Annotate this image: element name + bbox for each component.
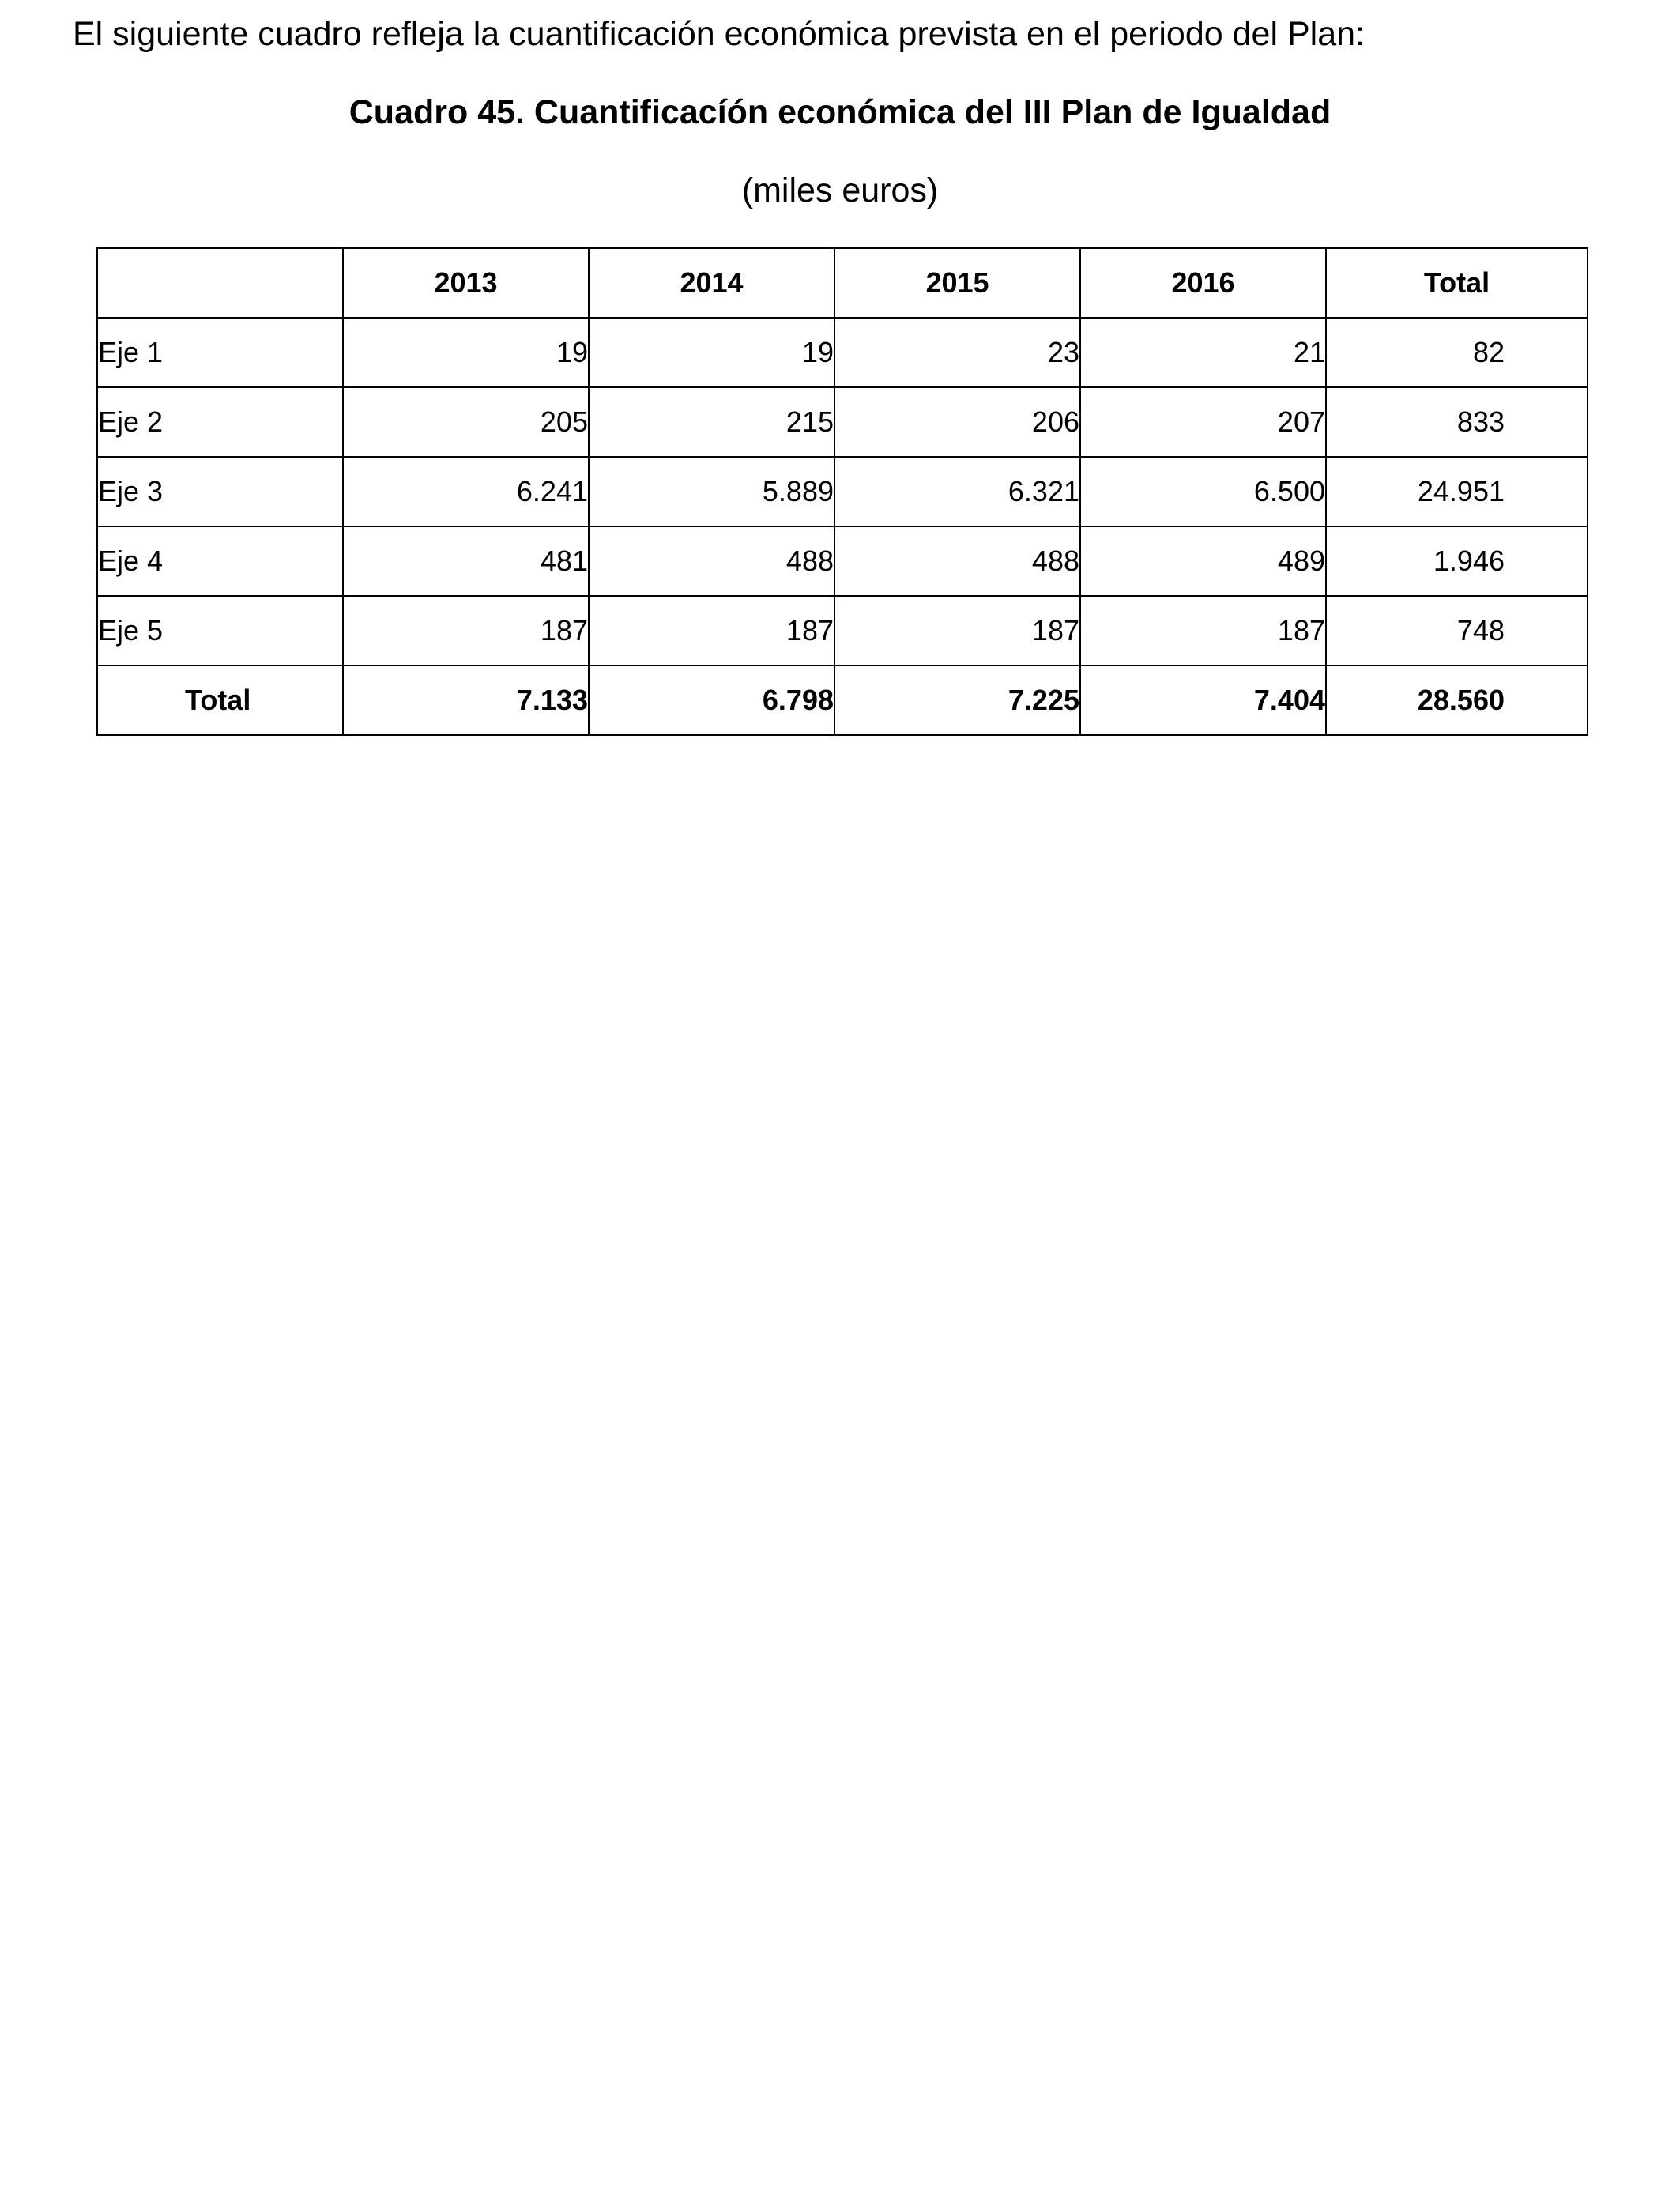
- table-cell: 187: [1080, 596, 1326, 665]
- total-row-label: Total: [97, 665, 343, 735]
- table-cell: 5.889: [589, 457, 834, 526]
- table-row: [97, 457, 1588, 526]
- header-cell-2013: 2013: [343, 248, 589, 318]
- total-cell: 7.133: [343, 665, 589, 735]
- row-label: Eje 3: [97, 457, 343, 526]
- row-label: Eje 2: [97, 387, 343, 457]
- total-cell: 7.225: [834, 665, 1080, 735]
- header-cell-total: Total: [1326, 248, 1588, 318]
- table-cell: 215: [589, 387, 834, 457]
- header-cell-2014: 2014: [589, 248, 834, 318]
- table-cell: 187: [343, 596, 589, 665]
- table-units: (miles euros): [741, 172, 939, 209]
- table-cell: 19: [589, 318, 834, 387]
- table-row: [97, 526, 1588, 596]
- table-cell: 488: [589, 526, 834, 596]
- quantification-table: [96, 247, 1588, 736]
- table-cell-total: 82: [1326, 318, 1588, 387]
- table-cell: 23: [834, 318, 1080, 387]
- grand-total-cell: 28.560: [1326, 665, 1588, 735]
- table-cell-total: 833: [1326, 387, 1588, 457]
- table-cell: 481: [343, 526, 589, 596]
- table-cell-total: 1.946: [1326, 526, 1588, 596]
- total-cell: 6.798: [589, 665, 834, 735]
- table-cell: 6.500: [1080, 457, 1326, 526]
- total-cell: 7.404: [1080, 665, 1326, 735]
- table-cell: 488: [834, 526, 1080, 596]
- header-cell-empty: [97, 248, 343, 318]
- header-cell-2016: 2016: [1080, 248, 1326, 318]
- table-row: [97, 318, 1588, 387]
- table-row: [97, 387, 1588, 457]
- table-cell: 6.241: [343, 457, 589, 526]
- table-row: [97, 596, 1588, 665]
- table-cell: 6.321: [834, 457, 1080, 526]
- row-label: Eje 1: [97, 318, 343, 387]
- table-cell: 207: [1080, 387, 1326, 457]
- table-cell: 205: [343, 387, 589, 457]
- table-total-row: [97, 665, 1588, 735]
- table-cell: 19: [343, 318, 589, 387]
- intro-paragraph: El siguiente cuadro refleja la cuantificación económica prevista en el periodo del Plan:: [73, 15, 1365, 53]
- table-header-row: [97, 248, 1588, 318]
- table-cell-total: 24.951: [1326, 457, 1588, 526]
- table-cell-total: 748: [1326, 596, 1588, 665]
- row-label: Eje 5: [97, 596, 343, 665]
- table-cell: 187: [589, 596, 834, 665]
- header-cell-2015: 2015: [834, 248, 1080, 318]
- table-cell: 489: [1080, 526, 1326, 596]
- table-cell: 206: [834, 387, 1080, 457]
- table-title: Cuadro 45. Cuantificacíón económica del III Plan de Igualdad: [348, 93, 1332, 131]
- table-cell: 187: [834, 596, 1080, 665]
- row-label: Eje 4: [97, 526, 343, 596]
- table-cell: 21: [1080, 318, 1326, 387]
